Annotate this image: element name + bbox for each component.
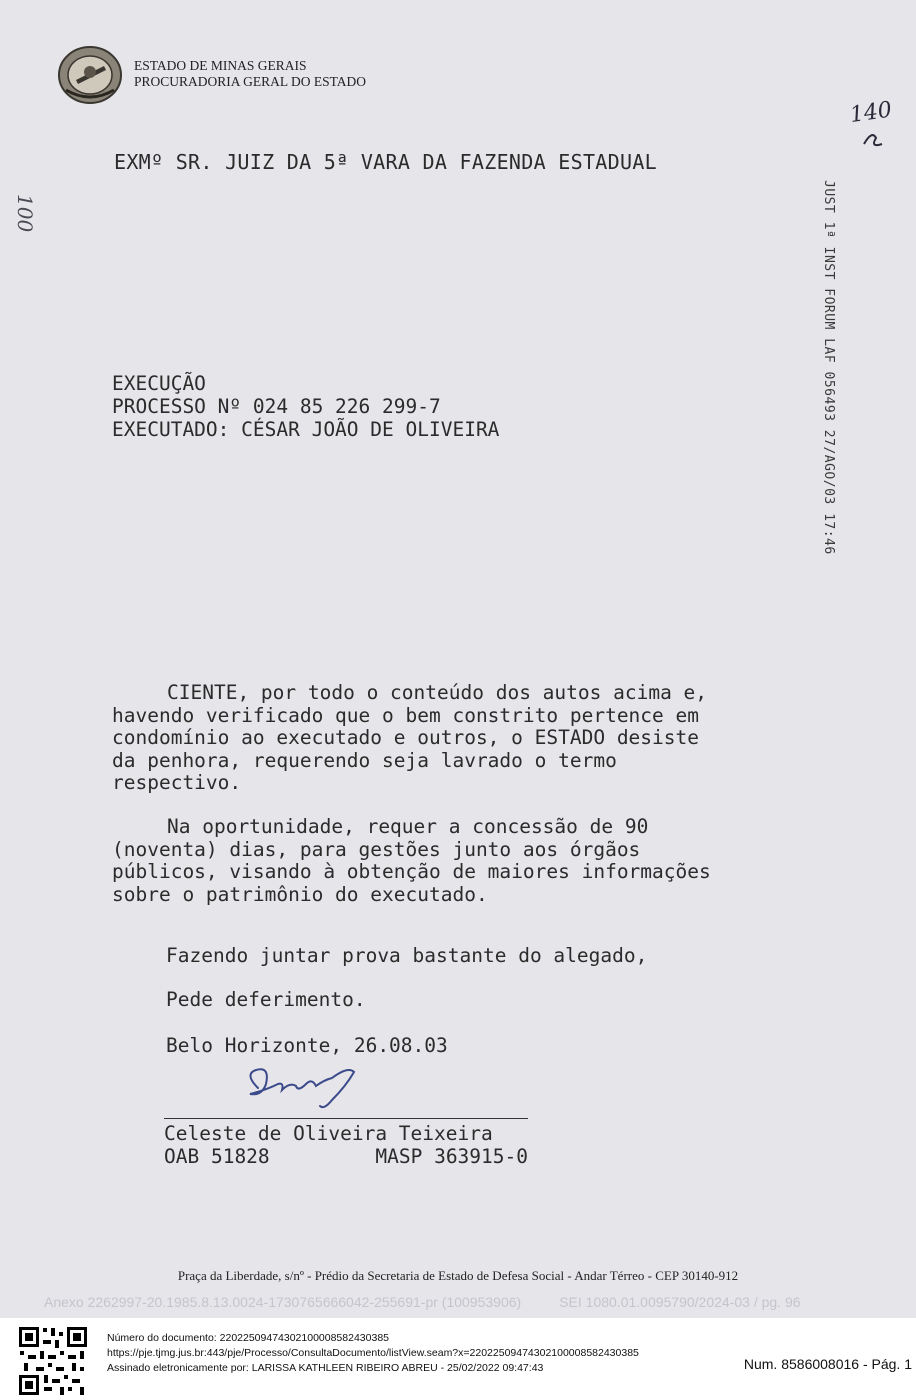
handwritten-margin-note-text: 100 — [13, 194, 37, 233]
handwritten-margin-note — [4, 188, 40, 248]
signature-line — [164, 1118, 528, 1119]
document-watermark — [44, 1294, 801, 1310]
signer-oab: OAB 51828 — [164, 1145, 270, 1168]
paragraph-line: (noventa) dias, para gestões junto aos órgãos — [112, 837, 641, 861]
case-type: EXECUÇÃO — [112, 372, 206, 395]
paragraph-line: sobre o patrimônio do executado. — [112, 882, 488, 906]
handwritten-page-number — [846, 94, 902, 158]
handwritten-signature — [236, 1060, 366, 1116]
qr-code-icon — [18, 1326, 88, 1396]
document-url: https://pje.tjmg.jus.br:443/pje/Processo/ConsultaDocumento/listView.seam?x=22022509474302100008582430385 — [107, 1347, 639, 1359]
watermark-anexo: Anexo 2262997-20.1985.8.13.0024-1730765666042-255691-pr (100953906) — [44, 1294, 522, 1310]
case-process-number: PROCESSO Nº 024 85 226 299-7 — [112, 395, 441, 418]
signer-name: Celeste de Oliveira Teixeira — [164, 1122, 493, 1145]
case-defendant: EXECUTADO: CÉSAR JOÃO DE OLIVEIRA — [112, 418, 500, 441]
letterhead-office: PROCURADORIA GERAL DO ESTADO — [134, 74, 367, 89]
signed-by: Assinado eletronicamente por: LARISSA KATHLEEN RIBEIRO ABREU - 25/02/2022 09:47:43 — [107, 1362, 544, 1374]
paragraph-line: havendo verificado que o bem constrito pertence em — [112, 703, 699, 727]
paragraph-line: respectivo. — [112, 771, 242, 794]
paragraph-line: condomínio ao executado e outros, o ESTADO desiste — [112, 726, 699, 749]
document-number: Número do documento: 22022509474302100008582430385 — [107, 1332, 389, 1344]
closing-statement: Fazendo juntar prova bastante do alegado, — [166, 944, 648, 967]
signer-masp: MASP 363915-0 — [375, 1145, 528, 1168]
signer-block — [164, 1122, 528, 1168]
letterhead-state: ESTADO DE MINAS GERAIS — [134, 58, 307, 73]
place-and-date: Belo Horizonte, 26.08.03 — [166, 1034, 448, 1057]
paragraph-oportunidade — [112, 816, 790, 906]
letterhead — [134, 58, 366, 90]
watermark-sei: SEI 1080.01.0095790/2024-03 / pg. 96 — [559, 1294, 801, 1310]
office-address: Praça da Liberdade, s/nº - Prédio da Secretaria de Estado de Defesa Social - Andar Térreo - CEP 30140-912 — [177, 1268, 739, 1283]
paragraph-ciente — [112, 682, 790, 795]
paragraph-line: CIENTE, por todo o conteúdo dos autos acima e, — [167, 681, 708, 704]
paragraph-line: da penhora, requerendo seja lavrado o termo — [112, 748, 617, 772]
addressee: EXMº SR. JUIZ DA 5ª VARA DA FAZENDA ESTADUAL — [114, 150, 658, 174]
state-coat-of-arms-icon — [56, 44, 124, 106]
paragraph-line: Na oportunidade, requer a concessão de 90 — [167, 815, 649, 838]
handwritten-page-number-text: 140 — [848, 97, 894, 129]
paragraph-line: públicos, visando à obtenção de maiores informações — [112, 860, 711, 883]
court-receipt-stamp: JUST 1ª INST FORUM LAF 056493 27/AGO/03 17:46 — [821, 180, 836, 555]
page-reference: Num. 8586008016 - Pág. 1 — [743, 1356, 912, 1372]
case-block — [112, 372, 499, 441]
closing-request: Pede deferimento. — [166, 988, 366, 1011]
electronic-signature-info — [107, 1331, 639, 1376]
